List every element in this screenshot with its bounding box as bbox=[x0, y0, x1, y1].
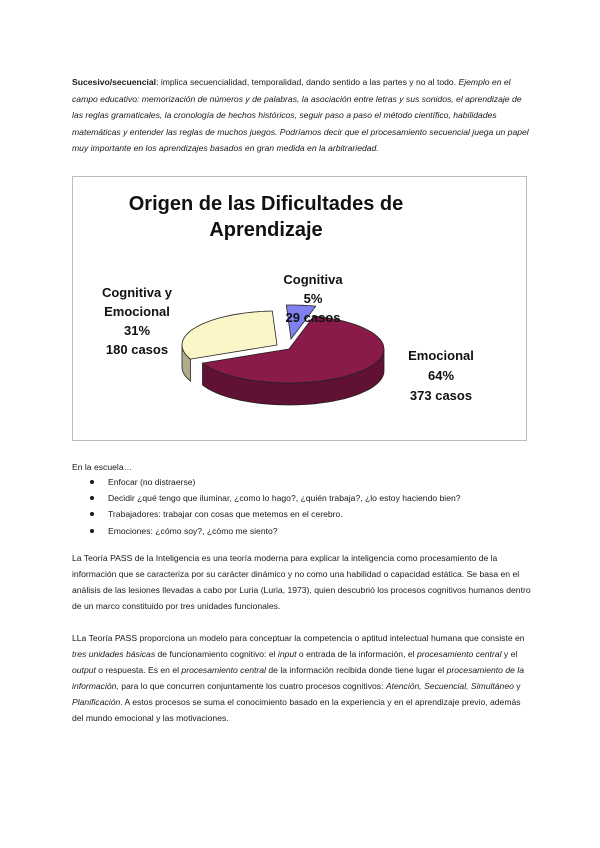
text-run: y bbox=[513, 681, 521, 692]
text-run: de la información recibida donde tiene lugar el bbox=[265, 665, 447, 676]
text-run: o entrada de la información, el bbox=[296, 649, 417, 660]
label-mixed-cases: 180 casos bbox=[105, 342, 169, 357]
label-mixed-name-line2: Emocional bbox=[104, 304, 170, 319]
text-run: y el bbox=[501, 649, 518, 660]
italic-run: input bbox=[277, 649, 297, 660]
label-emocional-cases: 373 casos bbox=[409, 388, 473, 403]
label-cognitiva-cases: 29 casos bbox=[285, 310, 341, 325]
italic-run: output bbox=[72, 665, 96, 676]
term-definition: : implica secuencialidad, temporalidad, dando sentido a las partes y no al todo. bbox=[156, 77, 457, 87]
italic-run: Planificación bbox=[72, 697, 121, 708]
label-cognitiva-percent: 5% bbox=[303, 291, 323, 306]
example-text: Ejemplo en el campo educativo: memorización de números y de palabras, la asociación entre letras y sus sonidos, el aprendizaje de las reglas gramaticales, la cronología de hechos históricos, seguir paso a paso el método científico, habilidades matemáticas y entender las reglas de muchos juegos. Podríamos decir que el procesamiento secuencial juega un papel muy importante en los aprendizajes basados en gran medida en la arbitrariedad. bbox=[72, 77, 529, 154]
paragraph-sucesivo bbox=[72, 74, 532, 157]
pie-chart-svg bbox=[73, 177, 528, 442]
text-run: de funcionamiento cognitivo: el bbox=[155, 649, 278, 660]
pie-chart bbox=[72, 176, 527, 441]
label-emocional-name: Emocional bbox=[408, 348, 474, 363]
text-run: o respuesta. Es en el bbox=[95, 665, 182, 676]
pie-slices bbox=[182, 305, 384, 405]
label-cognitiva-name: Cognitiva bbox=[283, 272, 343, 287]
paragraph-pass-theory: La Teoría PASS de la Inteligencia es una teoría moderna para explicar la inteligencia como procesamiento de la información que se caracteriza por su carácter dinámico y no como una habilidad o capacidad estática. Se basa en el análisis de las lesiones llevadas a cabo por Luria (Luria, 1973), quien descubrió los procesos cognitivos humanos dentro de un marco constituido por tres unidades funcionales. bbox=[72, 553, 531, 612]
italic-run: tres unidades básicas bbox=[72, 649, 156, 660]
school-list bbox=[90, 474, 550, 539]
school-intro: En la escuela… bbox=[72, 462, 133, 472]
italic-run: procesamiento central bbox=[416, 649, 502, 660]
text-run: . A estos procesos se suma el conocimiento basado en la experiencia y en el aprendizaje previo, además del mundo emocional y las motivaciones. bbox=[72, 697, 521, 724]
term-sucesivo: Sucesivo/secuencial bbox=[72, 77, 157, 87]
list-item: Enfocar (no distraerse) bbox=[90, 474, 550, 490]
list-item: Emociones: ¿cómo soy?, ¿cómo me siento? bbox=[90, 523, 550, 539]
list-item: Trabajadores: trabajar con cosas que metemos en el cerebro. bbox=[90, 506, 550, 522]
chart-title-line2: Aprendizaje bbox=[209, 219, 323, 241]
italic-run: Atención, Secuencial, Simultáneo bbox=[385, 681, 514, 692]
pie-slice-cognitiva-y bbox=[182, 311, 277, 359]
label-mixed-name-line1: Cognitiva y bbox=[101, 285, 173, 300]
paragraph-pass-model bbox=[72, 630, 532, 727]
italic-run: procesamiento central bbox=[181, 665, 266, 676]
chart-title-line1: Origen de las Dificultades de bbox=[128, 193, 404, 215]
text-run: LLa Teoría PASS proporciona un modelo para conceptuar la competencia o aptitud intelectual humana que consiste en bbox=[72, 633, 525, 643]
label-mixed-percent: 31% bbox=[123, 323, 151, 338]
label-emocional-percent: 64% bbox=[427, 368, 455, 383]
text-run: para lo que concurren conjuntamente los cuatro procesos cognitivos: bbox=[118, 681, 386, 692]
list-item: Decidir ¿qué tengo que iluminar, ¿como lo hago?, ¿quién trabaja?, ¿lo estoy haciendo bien? bbox=[90, 490, 550, 506]
italic-run: procesamiento de la información, bbox=[72, 665, 524, 692]
